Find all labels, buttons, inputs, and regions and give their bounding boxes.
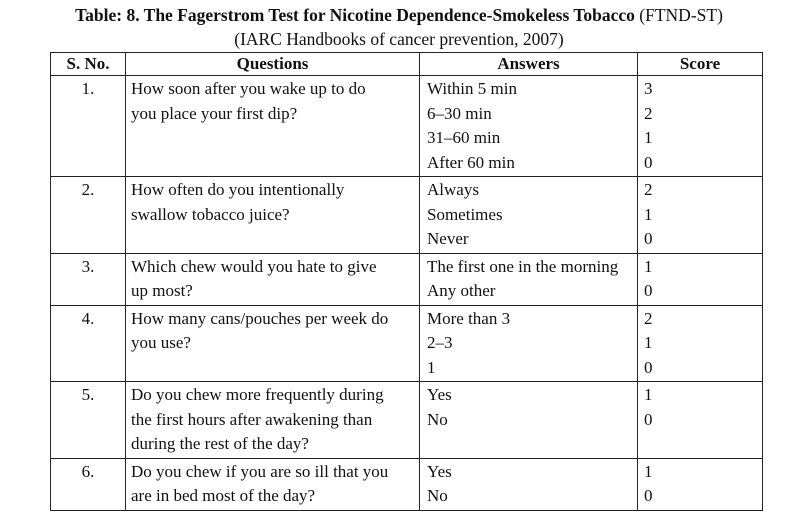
- score-value: 0: [644, 152, 653, 172]
- answer-option: Any other: [427, 281, 496, 300]
- score-cell: [638, 458, 763, 510]
- answers-cell: [420, 458, 638, 510]
- score-value: 1: [644, 256, 653, 276]
- header-score: Score: [638, 53, 763, 76]
- score-cell: [638, 76, 763, 177]
- table-row: [51, 76, 763, 177]
- answers-cell: [420, 177, 638, 254]
- score-value: 0: [644, 357, 653, 377]
- score-value: 0: [644, 281, 653, 300]
- question-text-line: are in bed most of the day?: [131, 486, 316, 505]
- answers-cell: [420, 76, 638, 177]
- score-value: 1: [644, 461, 653, 481]
- table-row: [51, 458, 763, 510]
- answer-option: Sometimes: [427, 204, 503, 224]
- table-title: [0, 4, 798, 26]
- score-value: 1: [644, 128, 653, 147]
- score-value: 0: [644, 229, 653, 248]
- score-cell: [638, 305, 763, 382]
- score-value: 2: [644, 180, 653, 199]
- table-row: [51, 253, 763, 305]
- score-value: 2: [644, 308, 653, 328]
- answer-option: Never: [427, 229, 469, 248]
- score-value: 0: [644, 486, 653, 505]
- row-number: 4.: [51, 305, 126, 382]
- answer-option: No: [427, 486, 448, 505]
- question-text-line: you use?: [131, 333, 191, 352]
- question-text-line: Do you chew more frequently during: [131, 385, 384, 404]
- answer-option: Yes: [427, 461, 452, 481]
- question-text-line: Do you chew if you are so ill that you: [131, 461, 389, 481]
- question-text-line: up most?: [131, 281, 193, 300]
- table-title-suffix: (FTND-ST): [634, 5, 723, 25]
- score-value: 1: [644, 333, 653, 352]
- fagerstrom-table: [50, 52, 763, 511]
- question-cell: [126, 382, 420, 459]
- question-text-line: How soon after you wake up to do: [131, 79, 366, 98]
- header-answers: Answers: [420, 53, 638, 76]
- answer-option: 2–3: [427, 333, 453, 352]
- answers-cell: [420, 305, 638, 382]
- answer-option: No: [427, 409, 448, 429]
- answer-option: After 60 min: [427, 152, 515, 172]
- row-number: 6.: [51, 458, 126, 510]
- row-number: 3.: [51, 253, 126, 305]
- table-row: [51, 177, 763, 254]
- score-value: 3: [644, 79, 653, 98]
- score-cell: [638, 177, 763, 254]
- answer-option: Within 5 min: [427, 79, 517, 98]
- table-title-main: Table: 8. The Fagerstrom Test for Nicotine Dependence-Smokeless Tobacco: [75, 5, 635, 25]
- question-text-line: Which chew would you hate to give: [131, 256, 377, 276]
- question-cell: [126, 76, 420, 177]
- row-number: 5.: [51, 382, 126, 459]
- answer-option: Yes: [427, 385, 452, 404]
- row-number: 1.: [51, 76, 126, 177]
- score-value: 1: [644, 385, 653, 404]
- answer-option: The first one in the morning: [427, 256, 619, 276]
- question-text-line: the first hours after awakening than: [131, 409, 373, 429]
- question-cell: [126, 253, 420, 305]
- question-cell: [126, 305, 420, 382]
- score-cell: [638, 253, 763, 305]
- answer-option: Always: [427, 180, 479, 199]
- answer-option: 6–30 min: [427, 103, 492, 123]
- table-body: [51, 76, 763, 511]
- row-number: 2.: [51, 177, 126, 254]
- header-sno: S. No.: [51, 53, 126, 76]
- score-value: 0: [644, 409, 653, 429]
- score-value: 2: [644, 103, 653, 123]
- question-cell: [126, 458, 420, 510]
- table-row: [51, 305, 763, 382]
- question-cell: [126, 177, 420, 254]
- header-questions: Questions: [126, 53, 420, 76]
- answers-cell: [420, 382, 638, 459]
- table-row: [51, 382, 763, 459]
- score-cell: [638, 382, 763, 459]
- question-text-line: during the rest of the day?: [131, 434, 309, 453]
- score-value: 1: [644, 204, 653, 224]
- question-text-line: you place your first dip?: [131, 103, 298, 123]
- answer-option: 31–60 min: [427, 128, 501, 147]
- table-subtitle: (IARC Handbooks of cancer prevention, 2007): [234, 29, 564, 49]
- header-row: [51, 53, 763, 76]
- answer-option: More than 3: [427, 308, 511, 328]
- answer-option: 1: [427, 357, 436, 377]
- answers-cell: [420, 253, 638, 305]
- question-text-line: swallow tobacco juice?: [131, 204, 290, 224]
- question-text-line: How often do you intentionally: [131, 180, 345, 199]
- question-text-line: How many cans/pouches per week do: [131, 308, 389, 328]
